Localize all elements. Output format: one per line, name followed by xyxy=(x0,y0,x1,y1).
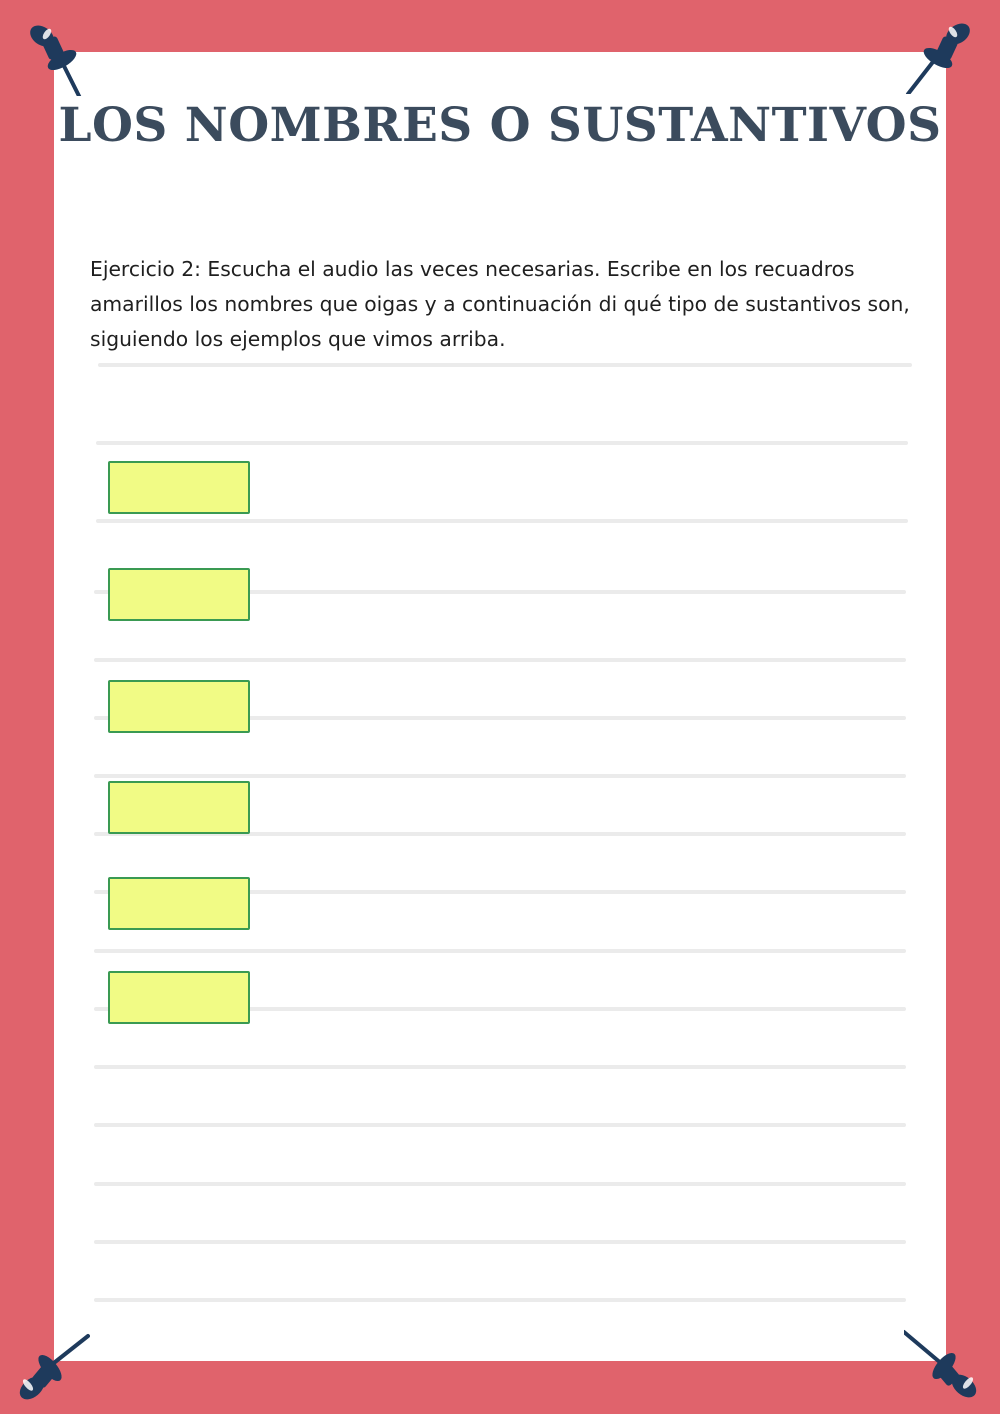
ruled-line xyxy=(94,1065,906,1069)
push-pin-icon xyxy=(10,1330,90,1410)
ruled-line xyxy=(94,774,906,778)
ruled-line xyxy=(94,1240,906,1244)
ruled-line xyxy=(96,519,908,523)
page-title: LOS NOMBRES O SUSTANTIVOS xyxy=(58,98,942,153)
push-pin-icon xyxy=(900,14,980,94)
answer-box-2[interactable] xyxy=(108,568,250,621)
push-pin-icon xyxy=(18,16,98,96)
answer-box-4[interactable] xyxy=(108,781,250,834)
answer-box-1[interactable] xyxy=(108,461,250,514)
ruled-line xyxy=(94,1123,906,1127)
answer-box-6[interactable] xyxy=(108,971,250,1024)
ruled-line xyxy=(94,1298,906,1302)
ruled-line xyxy=(94,949,906,953)
exercise-instructions: Ejercicio 2: Escucha el audio las veces necesarias. Escribe en los recuadros amarillos los nombres que oigas y a continuación di qué tipo de sustantivos son, siguiendo los ejemplos que vimos arriba. xyxy=(90,257,910,351)
ruled-line xyxy=(98,363,912,367)
push-pin-icon xyxy=(904,1328,984,1408)
ruled-line xyxy=(96,441,908,445)
ruled-line xyxy=(94,1182,906,1186)
answer-box-5[interactable] xyxy=(108,877,250,930)
answer-box-3[interactable] xyxy=(108,680,250,733)
ruled-line xyxy=(94,658,906,662)
